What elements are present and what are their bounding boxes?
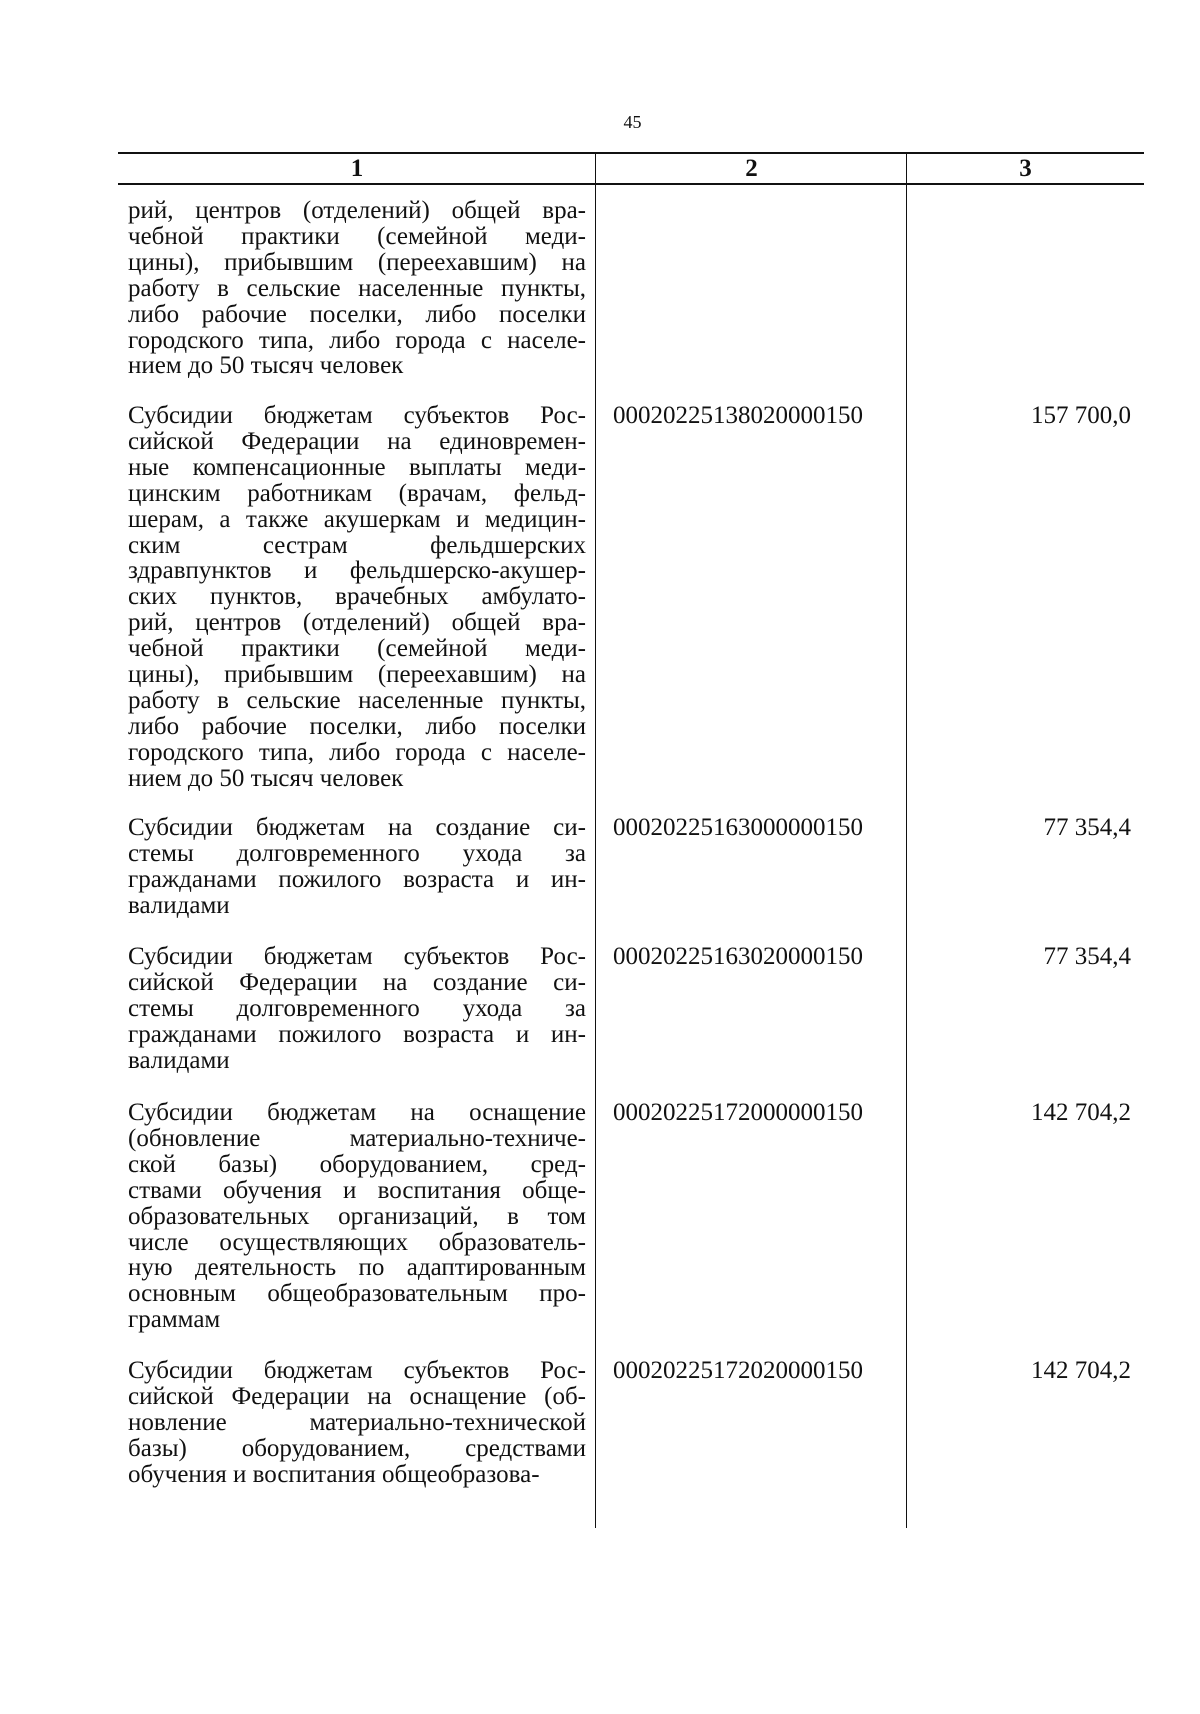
description-line: чебной практики (семейной меди- [128, 635, 586, 663]
description-line: Субсидии бюджетам на оснащение [128, 1099, 586, 1126]
row-description [128, 198, 586, 379]
description-line: гражданами пожилого возраста и ин- [128, 865, 586, 893]
description-line: рий, центров (отделений) общей вра- [128, 197, 586, 224]
description-line: городского типа, либо города с населе- [128, 738, 586, 766]
description-line: ских пунктов, врачебных амбулато- [128, 583, 586, 611]
description-line: стемы долговременного ухода за [128, 994, 586, 1022]
description-line: числе осуществляющих образователь- [128, 1228, 586, 1256]
description-line: ствами обучения и воспитания обще- [128, 1176, 586, 1204]
description-line: цины), прибывшим (переехавшим) на [128, 248, 586, 276]
row-code: 00020225172020000150 [613, 1357, 863, 1384]
header-col-1: 1 [350, 155, 364, 182]
row-amount: 77 354,4 [1043, 814, 1131, 841]
row-description [128, 403, 586, 792]
row-code: 00020225163020000150 [613, 943, 863, 970]
row-amount: 142 704,2 [1031, 1357, 1131, 1384]
description-line: цинским работникам (врачам, фельд- [128, 479, 586, 507]
description-line: либо рабочие поселки, либо поселки [128, 712, 586, 740]
description-line: Субсидии бюджетам субъектов Рос- [128, 1357, 586, 1384]
description-line: граммам [128, 1306, 221, 1334]
description-line: гражданами пожилого возраста и ин- [128, 1020, 586, 1048]
description-line: Субсидии бюджетам субъектов Рос- [128, 402, 586, 429]
description-line: новление материально-технической [128, 1408, 586, 1436]
description-line: валидами [128, 891, 230, 919]
description-line: образовательных организаций, в том [128, 1202, 586, 1230]
description-line: работу в сельские населенные пункты, [128, 686, 586, 714]
row-description [128, 1100, 586, 1333]
description-line: либо рабочие поселки, либо поселки [128, 300, 586, 328]
description-line: работу в сельские населенные пункты, [128, 274, 586, 302]
description-line: обучения и воспитания общеобразова- [128, 1460, 540, 1488]
description-line: Субсидии бюджетам на создание си- [128, 814, 586, 841]
description-line: сийской Федерации на оснащение (об- [128, 1382, 586, 1410]
description-line: ской базы) оборудованием, сред- [128, 1150, 586, 1178]
description-line: базы) оборудованием, средствами [128, 1434, 586, 1462]
row-description [128, 1358, 586, 1488]
description-line: стемы долговременного ухода за [128, 839, 586, 867]
description-line: нием до 50 тысяч человек [128, 764, 404, 792]
row-amount: 142 704,2 [1031, 1099, 1131, 1126]
description-line: Субсидии бюджетам субъектов Рос- [128, 943, 586, 970]
description-line: ные компенсационные выплаты меди- [128, 453, 586, 481]
page-number: 45 [623, 112, 642, 132]
description-line: (обновление материально-техниче- [128, 1124, 586, 1152]
description-line: здравпунктов и фельдшерско-акушер- [128, 557, 586, 585]
row-code: 00020225138020000150 [613, 402, 863, 429]
header-col-2: 2 [745, 155, 758, 182]
description-line: сийской Федерации на создание си- [128, 968, 586, 996]
description-line: сийской Федерации на единовремен- [128, 427, 586, 455]
description-line: нием до 50 тысяч человек [128, 352, 404, 380]
description-line: рий, центров (отделений) общей вра- [128, 609, 586, 637]
description-line: валидами [128, 1046, 230, 1074]
table-header [118, 152, 1144, 185]
description-line: ским сестрам фельдшерских [128, 531, 586, 559]
row-description [128, 815, 586, 919]
description-line: цины), прибывшим (переехавшим) на [128, 661, 586, 689]
description-line: городского типа, либо города с населе- [128, 326, 586, 354]
row-amount: 157 700,0 [1031, 402, 1131, 429]
header-col-3: 3 [1019, 155, 1032, 182]
column-divider-2 [906, 152, 907, 1528]
row-description [128, 944, 586, 1074]
description-line: шерам, а также акушеркам и медицин- [128, 505, 586, 533]
row-code: 00020225172000000150 [613, 1099, 863, 1126]
row-amount: 77 354,4 [1043, 943, 1131, 970]
row-code: 00020225163000000150 [613, 814, 863, 841]
description-line: ную деятельность по адаптированным [128, 1254, 586, 1282]
column-divider-1 [595, 152, 596, 1528]
description-line: основным общеобразовательным про- [128, 1280, 586, 1308]
description-line: чебной практики (семейной меди- [128, 222, 586, 250]
